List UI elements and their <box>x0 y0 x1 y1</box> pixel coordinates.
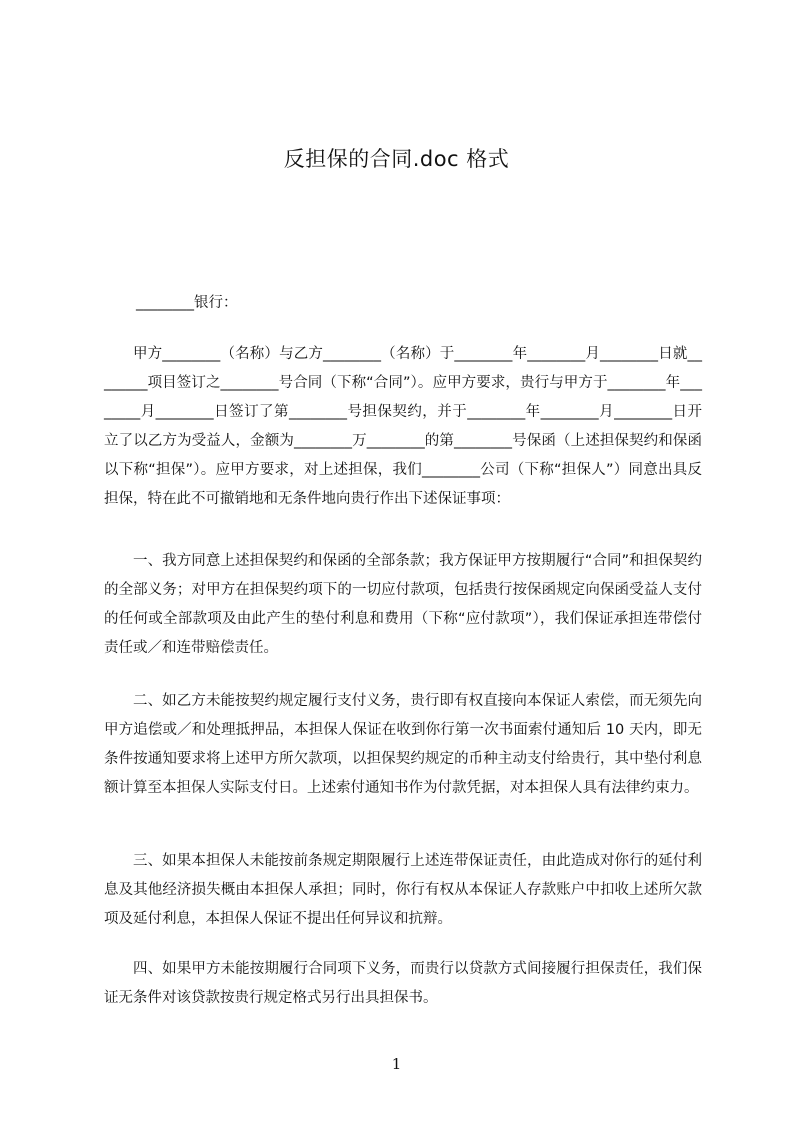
page-number: 1 <box>391 1055 402 1073</box>
paragraph-clause-1: 一、我方同意上述担保契约和保函的全部条款；我方保证甲方按期履行“合同”和担保契约的全部义务；对甲方在担保契约项下的一切应付款项，包括贵行按保函规定向保函受益人支付的任何或全部款项及由此产生的垫付利息和费用（下称“应付款项”），我们保证承担连带偿付责任或／和连带赔偿责任。 <box>104 553 702 656</box>
document-title: 反担保的合同.doc 格式 <box>283 147 510 171</box>
paragraph-intro: 甲方________（名称）与乙方________（名称）于________年________月________日就________项目签订之________号合同（下称“合同”）。应甲方要求，贵行与甲方于________年________月________日签订了第________号担保契约，并于________年________月________日开立了以乙方为受益人，金额为________万________的第________号保函（上述担保契约和保函以下称“担保”）。应甲方要求，对上述担保，我们________公司（下称“担保人”）同意出具反担保，特在此不可撤销地和无条件地向贵行作出下述保证事项： <box>104 346 702 507</box>
paragraph-clause-4: 四、如果甲方未能按期履行合同项下义务，而贵行以贷款方式间接履行担保责任，我们保证无条件对该贷款按贵行规定格式另行出具担保书。 <box>104 961 702 1006</box>
paragraph-clause-2: 二、如乙方未能按契约规定履行支付义务，贵行即有权直接向本保证人索偿，而无须先向甲方追偿或／和处理抵押品，本担保人保证在收到你行第一次书面索付通知后 10 天内，即无条件按通知要求将上述甲方所欠款项，以担保契约规定的币种主动支付给贵行，其中垫付利息额计算至本担保人实际支付日。上述索付通知书作为付款凭据，对本担保人具有法律约束力。 <box>104 693 702 796</box>
paragraph-clause-3: 三、如果本担保人未能按前条规定期限履行上述连带保证责任，由此造成对你行的延付利息及其他经济损失概由本担保人承担；同时，你行有权从本保证人存款账户中扣收上述所欠款项及延付利息，本担保人保证不提出任何异议和抗辩。 <box>104 853 702 927</box>
salutation: ________银行： <box>136 295 238 311</box>
